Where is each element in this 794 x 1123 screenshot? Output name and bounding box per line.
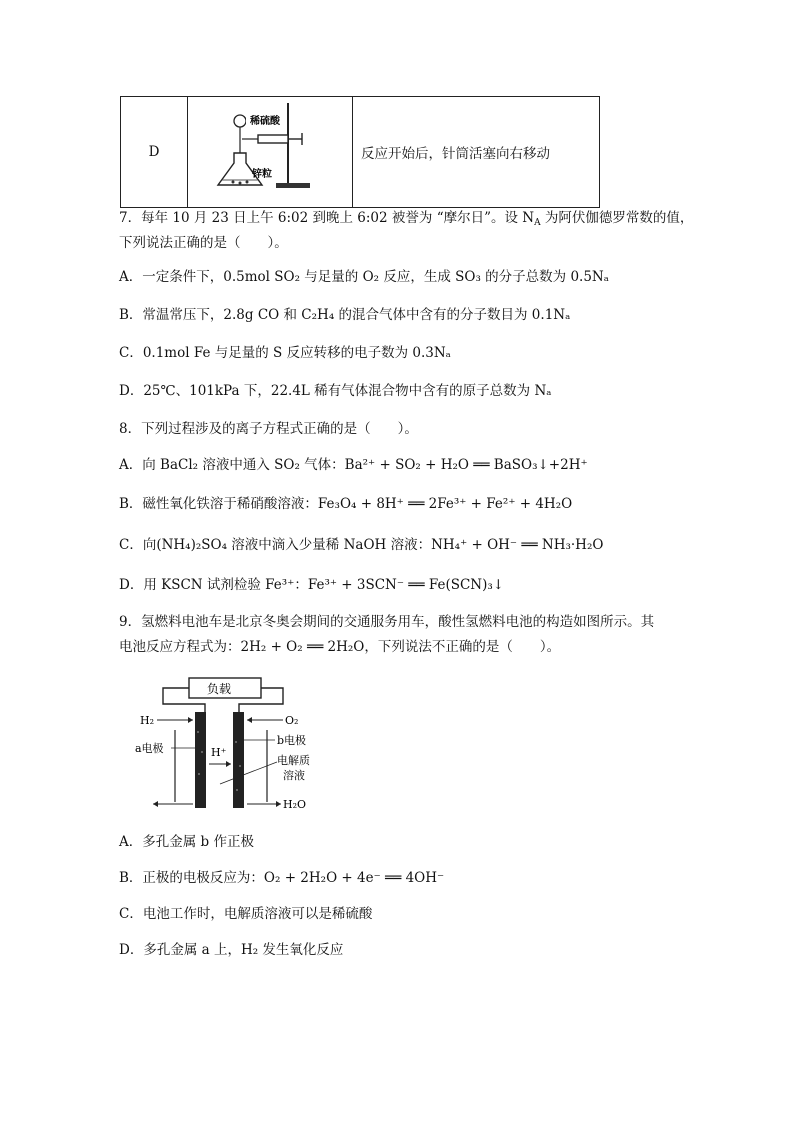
h2-label: H₂ bbox=[140, 714, 155, 727]
option-letter-cell bbox=[121, 97, 188, 208]
q8-option-a: A．向 BaCl₂ 溶液中通入 SO₂ 气体：Ba²⁺ + SO₂ + H₂O ══ BaSO₃↓+2H⁺ bbox=[119, 457, 588, 473]
option-description: 反应开始后，针筒活塞向右移动 bbox=[361, 146, 550, 162]
h2o-label: H₂O bbox=[283, 798, 307, 811]
q9-stem-line1: 9．氢燃料电池车是北京冬奥会期间的交通服务用车，酸性氢燃料电池的构造如图所示。其 bbox=[119, 614, 655, 630]
q7-option-c: C．0.1mol Fe 与足量的 S 反应转移的电子数为 0.3Nₐ bbox=[119, 345, 451, 361]
q8-option-c: C．向(NH₄)₂SO₄ 溶液中滴入少量稀 NaOH 溶液：NH₄⁺ + OH⁻ ══ NH₃·H₂O bbox=[119, 537, 604, 553]
q7-option-b: B．常温常压下，2.8g CO 和 C₂H₄ 的混合气体中含有的分子数目为 0.1Nₐ bbox=[119, 307, 571, 323]
electrolyte-label-2: 溶液 bbox=[283, 769, 305, 782]
apparatus-figure bbox=[188, 97, 352, 203]
q7-stem-line1: 7．每年 10 月 23 日上午 6:02 到晚上 6:02 被誉为 “摩尔日”。设 $N_A$ 为阿伏伽德罗常数的值， bbox=[119, 210, 694, 228]
load-label: 负载 bbox=[207, 682, 232, 696]
option-table bbox=[120, 96, 600, 208]
q7-option-a: A．一定条件下，0.5mol SO₂ 与足量的 O₂ 反应，生成 SO₃ 的分子总数为 0.5Nₐ bbox=[119, 269, 609, 285]
q8-stem: 8．下列过程涉及的离子方程式正确的是（ ）。 bbox=[119, 421, 418, 437]
table-row bbox=[121, 97, 600, 208]
a-electrode-label: a电极 bbox=[135, 742, 164, 755]
q7-option-d: D．25℃、101kPa 下，22.4L 稀有气体混合物中含有的原子总数为 Nₐ bbox=[119, 383, 552, 399]
option-letter: D bbox=[148, 144, 160, 160]
q8-option-d: D．用 KSCN 试剂检验 Fe³⁺：Fe³⁺ + 3SCN⁻ ══ Fe(SCN)₃↓ bbox=[119, 577, 505, 593]
o2-label: O₂ bbox=[285, 714, 299, 727]
q9-option-b: B．正极的电极反应为：O₂ + 2H₂O + 4e⁻ ══ 4OH⁻ bbox=[119, 870, 445, 886]
q9-option-a: A．多孔金属 b 作正极 bbox=[119, 834, 254, 850]
q7-stem-line2: 下列说法正确的是（ ）。 bbox=[119, 235, 288, 251]
q9-stem-line2: 电池反应方程式为：2H₂ + O₂ ══ 2H₂O，下列说法不正确的是（ ）。 bbox=[119, 639, 561, 655]
q9-option-c: C．电池工作时，电解质溶液可以是稀硫酸 bbox=[119, 906, 373, 922]
q9-option-d: D．多孔金属 a 上，H₂ 发生氧化反应 bbox=[119, 942, 344, 958]
option-description-cell bbox=[353, 97, 600, 208]
h-plus-label: H⁺ bbox=[211, 746, 227, 759]
zinc-label: 锌粒 bbox=[252, 169, 272, 180]
electrolyte-label-1: 电解质 bbox=[277, 754, 310, 767]
b-electrode-label: b电极 bbox=[277, 734, 307, 747]
apparatus-figure-cell bbox=[188, 97, 353, 208]
q8-option-b: B．磁性氧化铁溶于稀硝酸溶液：Fe₃O₄ + 8H⁺ ══ 2Fe³⁺ + Fe²⁺ + 4H₂O bbox=[119, 496, 573, 512]
acid-label: 稀硫酸 bbox=[250, 116, 280, 127]
fuel-cell-diagram bbox=[135, 672, 335, 822]
